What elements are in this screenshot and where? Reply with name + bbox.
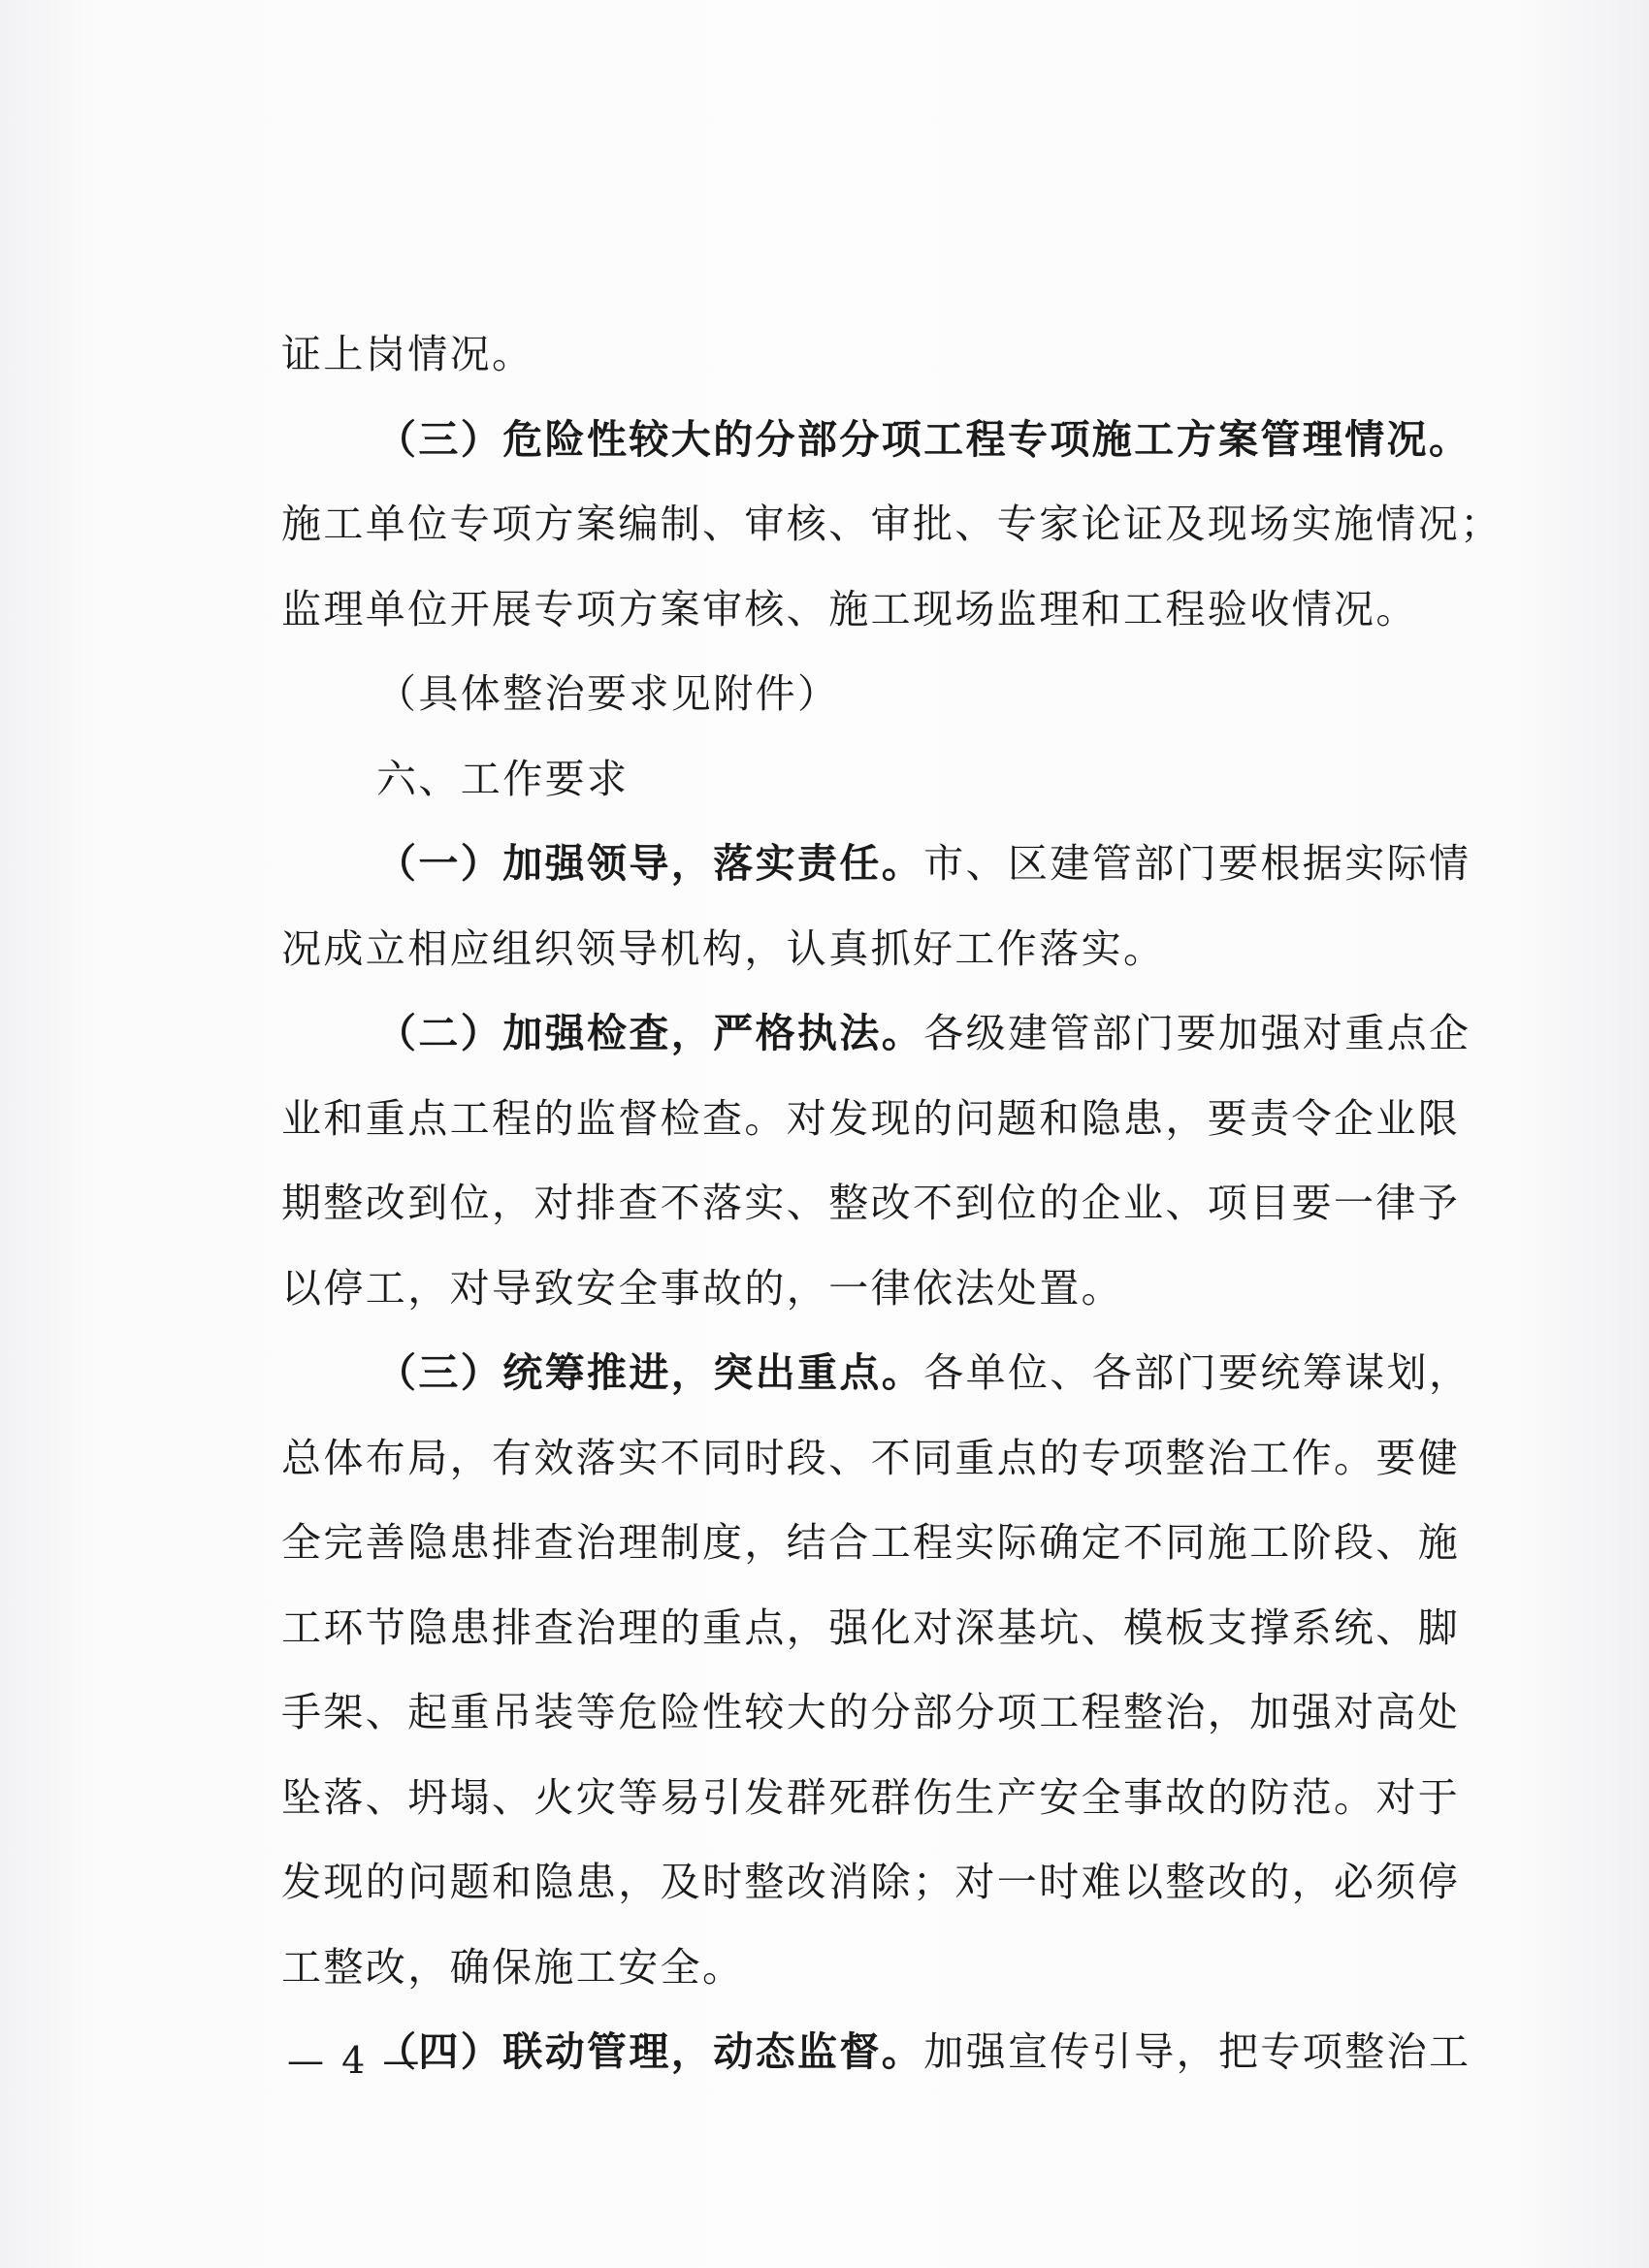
- text-line: [281, 907, 1474, 992]
- line-text: 发现的问题和隐患，及时整改消除；对一时难以整改的，必须停: [281, 1859, 1461, 1905]
- line-text: 市、区建管部门要根据实际情: [923, 840, 1471, 887]
- line-text: 加强宣传引导，把专项整治工: [923, 2028, 1471, 2075]
- text-line: [281, 312, 1474, 398]
- text-line: [281, 1331, 1474, 1416]
- line-text: 总体布局，有效落实不同时段、不同重点的专项整治工作。要健: [281, 1434, 1461, 1481]
- line-bold-lead: （四）联动管理，动态监督。: [376, 2028, 924, 2075]
- text-line: [281, 1161, 1474, 1247]
- line-bold-lead: （三）统筹推进，突出重点。: [376, 1349, 924, 1396]
- text-line: [281, 1586, 1474, 1671]
- text-line: [281, 1840, 1474, 1926]
- line-bold-lead: （二）加强检查，严格执法。: [376, 1010, 924, 1056]
- line-text: 以停工，对导致安全事故的，一律依法处置。: [281, 1264, 1123, 1312]
- line-text: 坠落、坍塌、火灾等易引发群死群伤生产安全事故的防范。对于: [281, 1773, 1461, 1821]
- line-text: 手架、起重吊装等危险性较大的分部分项工程整治，加强对高处: [281, 1689, 1461, 1735]
- text-line: [281, 398, 1474, 483]
- page-number: — 4 —: [287, 2039, 423, 2082]
- line-text: 六、工作要求: [376, 755, 630, 802]
- line-text: 工环节隐患排查治理的重点，强化对深基坑、模板支撑系统、脚: [281, 1604, 1461, 1651]
- section-heading: [281, 737, 1474, 823]
- text-line: [281, 1501, 1474, 1586]
- line-text: 证上岗情况。: [281, 331, 534, 377]
- text-line: [281, 2010, 1474, 2095]
- text-line: [281, 1756, 1474, 1841]
- text-line: [281, 1077, 1474, 1162]
- text-line: [281, 1416, 1474, 1502]
- line-text: 监理单位开展专项方案审核、施工现场监理和工程验收情况。: [281, 585, 1418, 632]
- text-line: [281, 482, 1503, 567]
- text-line: [281, 991, 1474, 1077]
- text-line: [281, 1670, 1474, 1756]
- text-line: [281, 1247, 1474, 1332]
- line-text: 全完善隐患排查治理制度，结合工程实际确定不同施工阶段、施: [281, 1519, 1461, 1566]
- text-line: [281, 1926, 1474, 2011]
- line-text: 期整改到位，对排查不落实、整改不到位的企业、项目要一律予: [281, 1180, 1461, 1226]
- line-text: 工整改，确保施工安全。: [281, 1943, 745, 1991]
- line-text: 施工单位专项方案编制、审核、审批、专家论证及现场实施情况；: [281, 501, 1503, 547]
- line-text: 各级建管部门要加强对重点企: [923, 1010, 1471, 1056]
- line-text: 况成立相应组织领导机构，认真抓好工作落实。: [281, 924, 1166, 972]
- line-text: （具体整治要求见附件）: [376, 670, 840, 717]
- line-bold-lead: （一）加强领导，落实责任。: [376, 840, 924, 887]
- line-text: 业和重点工程的监督检查。对发现的问题和隐患，要责令企业限: [281, 1094, 1461, 1142]
- line-text: 各单位、各部门要统筹谋划，: [923, 1349, 1471, 1396]
- text-line: [281, 822, 1474, 907]
- text-line: [281, 567, 1474, 653]
- line-bold-lead: （三）危险性较大的分部分项工程专项施工方案管理情况。: [376, 415, 1471, 463]
- document-body: [281, 312, 1503, 2095]
- text-line: [281, 652, 1474, 737]
